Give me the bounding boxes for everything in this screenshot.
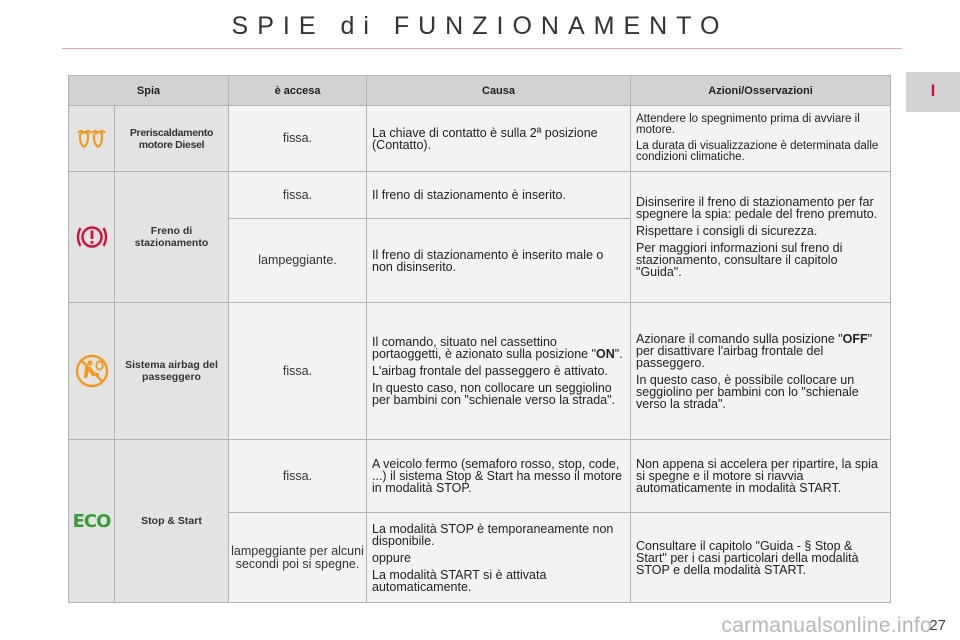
row-name: Preriscaldamento motore Diesel (115, 106, 229, 172)
table-row (69, 106, 891, 172)
chapter-tab (906, 72, 960, 112)
title-divider (62, 48, 902, 49)
page-number: 27 (929, 617, 946, 634)
watermark: carmanualsonline.info (721, 614, 932, 637)
row-cause: A veicolo fermo (semaforo rosso, stop, code, ...) il sistema Stop & Start ha messo il motore in modalità STOP. (367, 440, 631, 513)
row-action: Attendere lo spegnimento prima di avviare il motore. La durata di visualizzazione è determinata dalle condizioni climatiche. (631, 106, 891, 172)
warning-lights-table (68, 75, 891, 603)
glow-plug-icon (69, 106, 115, 172)
row-cause: La modalità STOP è temporaneamente non disponibile. oppure La modalità START si è attivata automaticamente. (367, 513, 631, 603)
row-action: Non appena si accelera per ripartire, la spia si spegne e il motore si riavvia automaticamente in modalità START. (631, 440, 891, 513)
row-name: Freno di stazionamento (115, 172, 229, 303)
row-cause: Il comando, situato nel cassettino portaoggetti, è azionato sulla posizione "ON". L'airbag frontale del passeggero è attivato. In questo caso, non collocare un seggiolino per bambini con "schienale verso la strada". (367, 303, 631, 440)
row-state: fissa. (229, 440, 367, 513)
row-action: Disinserire il freno di stazionamento per far spegnere la spia: pedale del freno premuto. Rispettare i consigli di sicurezza. Per maggiori informazioni sul freno di stazionamento, consultare il capitolo "Guida". (631, 172, 891, 303)
row-name: Stop & Start (115, 440, 229, 603)
header-spia: Spia (69, 76, 229, 106)
chapter-tab-label: I (930, 81, 936, 100)
row-action: Azionare il comando sulla posizione "OFF" per disattivare l'airbag frontale del passeggero. In questo caso, è possibile collocare un seggiolino per bambini con lo "schienale verso la strada". (631, 303, 891, 440)
header-accesa: è accesa (229, 76, 367, 106)
row-state: lampeggiante. (229, 219, 367, 303)
row-name: Sistema airbag del passeggero (115, 303, 229, 440)
parking-brake-icon (69, 172, 115, 303)
header-causa: Causa (367, 76, 631, 106)
table-row (69, 303, 891, 440)
row-state: lampeggiante per alcuni secondi poi si spegne. (229, 513, 367, 603)
row-cause: Il freno di stazionamento è inserito male o non disinserito. (367, 219, 631, 303)
row-state: fissa. (229, 106, 367, 172)
row-action: Consultare il capitolo "Guida - § Stop & Start" per i casi particolari della modalità STOP e della modalità START. (631, 513, 891, 603)
row-state: fissa. (229, 172, 367, 219)
table-header-row (69, 76, 891, 106)
header-azioni: Azioni/Osservazioni (631, 76, 891, 106)
table-row (69, 440, 891, 513)
row-cause: La chiave di contatto è sulla 2ª posizione (Contatto). (367, 106, 631, 172)
row-cause: Il freno di stazionamento è inserito. (367, 172, 631, 219)
row-state: fissa. (229, 303, 367, 440)
table-row (69, 172, 891, 219)
eco-icon: ECO (69, 440, 115, 603)
page-title: SPIE di FUNZIONAMENTO (231, 12, 729, 40)
passenger-airbag-off-icon (69, 303, 115, 440)
